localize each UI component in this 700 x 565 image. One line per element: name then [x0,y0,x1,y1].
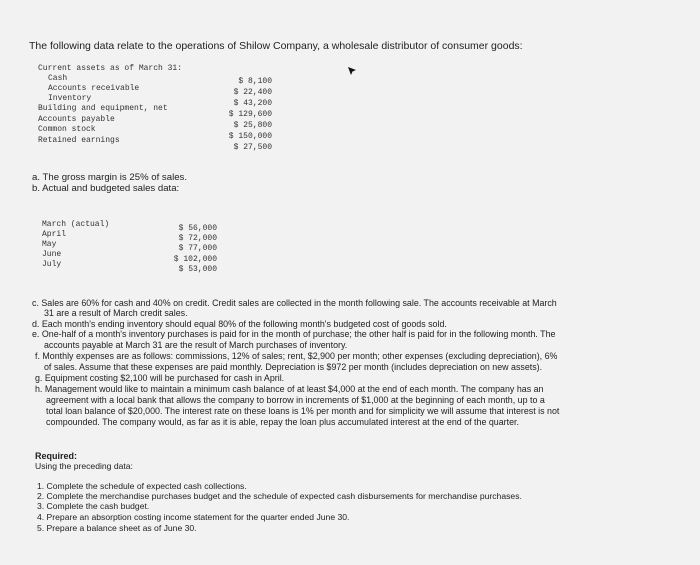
paragraph-line: total loan balance of $20,000. The interest rate on these loans is 1% per month and for simplicity we will assume that interest is not [46,406,560,416]
paragraph-line: accounts payable at March 31 are the result of March purchases of inventory. [44,340,348,350]
asset-label: Building and equipment, net [38,104,168,113]
sales-value: $ 102,000 [173,255,217,264]
required-subtitle: Using the preceding data: [35,461,133,471]
assets-heading: Current assets as of March 31: [38,64,183,73]
required-item: 5. Prepare a balance sheet as of June 30. [37,523,197,533]
asset-value: $ 25,800 [233,121,272,130]
asset-value: $ 150,000 [228,132,272,141]
sales-value: $ 56,000 [178,224,217,233]
asset-label: Inventory [48,94,92,103]
paragraph-line: 31 are a result of March credit sales. [44,308,188,318]
paragraph-line: d. Each month's ending inventory should equal 80% of the following month's budgeted cost of goods sold. [32,319,447,329]
asset-value: $ 8,100 [238,77,272,86]
asset-label: Cash [48,74,68,83]
intro-text: The following data relate to the operations of Shilow Company, a wholesale distributor of consumer goods: [29,40,523,52]
asset-value: $ 129,600 [228,110,272,119]
paragraph-line: compounded. The company would, as far as it is able, repay the loan plus accumulated interest at the end of the quarter. [46,417,519,427]
asset-label: Retained earnings [38,136,120,145]
asset-label: Accounts payable [38,115,115,124]
paragraph-line: h. Management would like to maintain a minimum cash balance of at least $4,000 at the end of each month. The company has an [35,384,544,394]
sales-month: July [42,260,62,269]
required-title: Required: [35,451,78,461]
asset-label: Accounts receivable [48,84,140,93]
asset-value: $ 43,200 [233,99,272,108]
paragraph-line: e. One-half of a month's inventory purchases is paid for in the month of purchase; the other half is paid for in the following month. The [32,329,556,339]
required-item: 4. Prepare an absorption costing income statement for the quarter ended June 30. [37,512,350,522]
sales-month: June [42,250,62,259]
paragraph-line: f. Monthly expenses are as follows: commissions, 12% of sales; rent, $2,900 per month; other expenses (excluding depreciation), 6% [35,351,558,361]
sales-month: May [42,240,57,249]
asset-value: $ 22,400 [233,88,272,97]
required-item: 2. Complete the merchandise purchases budget and the schedule of expected cash disbursements for merchandise purchases. [37,491,522,501]
sales-month: March (actual) [42,220,110,229]
sales-value: $ 77,000 [178,244,217,253]
sales-value: $ 53,000 [178,265,217,274]
item-b: b. Actual and budgeted sales data: [32,183,180,194]
sales-value: $ 72,000 [178,234,217,243]
item-a: a. The gross margin is 25% of sales. [32,172,187,183]
asset-label: Common stock [38,125,96,134]
paragraph-line: g. Equipment costing $2,100 will be purchased for cash in April. [35,373,285,383]
required-item: 1. Complete the schedule of expected cash collections. [37,481,247,491]
sales-month: April [42,230,67,239]
asset-value: $ 27,500 [233,143,272,152]
paragraph-line: c. Sales are 60% for cash and 40% on credit. Credit sales are collected in the month following sale. The accounts receivable at March [32,298,557,308]
paragraph-line: of sales. Assume that these expenses are paid monthly. Depreciation is $972 per month (includes depreciation on new assets). [44,362,543,372]
paragraph-line: agreement with a local bank that allows the company to borrow in increments of $1,000 at the beginning of each month, up to a [46,395,545,405]
required-item: 3. Complete the cash budget. [37,501,150,511]
